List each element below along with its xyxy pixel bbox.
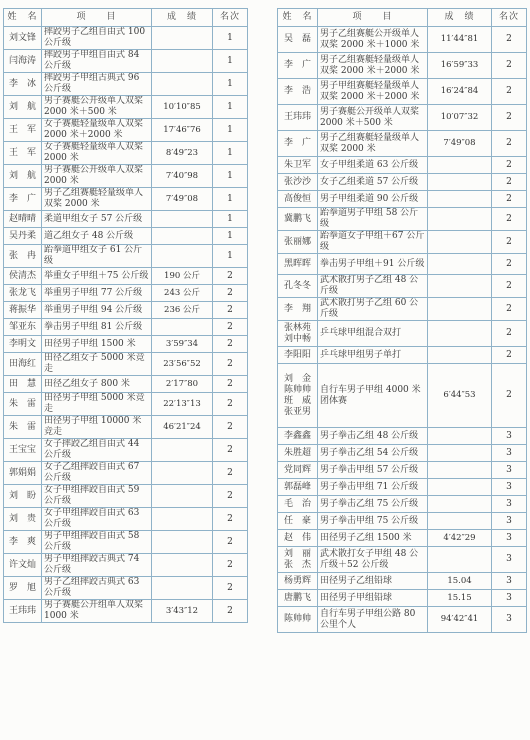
table-row (278, 79, 527, 105)
cell-item: 女子甲组柔道 63 公斤级 (318, 157, 428, 174)
cell-score: 17′46″76 (152, 119, 213, 142)
cell-item: 女子赛艇轻量级单人双桨 2000 米＋2000 米 (42, 119, 152, 142)
header-score: 成 绩 (152, 9, 213, 27)
table-row (278, 347, 527, 364)
cell-name: 闫海涛 (4, 50, 42, 73)
cell-name: 刘 航 (4, 165, 42, 188)
cell-item: 田径乙组女子 800 米 (42, 376, 152, 393)
table-row (278, 547, 527, 573)
cell-item: 男子拳击甲组 57 公斤级 (318, 462, 428, 479)
cell-rank: 1 (213, 142, 248, 165)
cell-item: 女子甲组摔跤自由式 63 公斤级 (42, 508, 152, 531)
results-table-left (3, 8, 248, 623)
cell-name: 张 冉 (4, 245, 42, 268)
cell-item: 男子拳击甲组 75 公斤级 (318, 513, 428, 530)
table-row (4, 416, 248, 439)
header-name: 姓 名 (4, 9, 42, 27)
cell-name: 田 慧 (4, 376, 42, 393)
header-item: 项 目 (42, 9, 152, 27)
cell-score: 15.04 (428, 573, 492, 590)
cell-score (428, 428, 492, 445)
cell-item: 武术散打女子甲组 48 公斤级＋52 公斤级 (318, 547, 428, 573)
cell-item: 男子甲组柔道 90 公斤级 (318, 191, 428, 208)
cell-rank: 2 (492, 79, 527, 105)
table-row (278, 530, 527, 547)
cell-rank: 3 (492, 513, 527, 530)
cell-name: 邹亚东 (4, 319, 42, 336)
cell-score: 22′13″13 (152, 393, 213, 416)
table-row (278, 607, 527, 633)
cell-item: 跆拳道男子甲组 58 公斤级 (318, 208, 428, 231)
table-row (278, 174, 527, 191)
cell-score: 236 公斤 (152, 302, 213, 319)
table-row (278, 208, 527, 231)
table-row (278, 131, 527, 157)
cell-rank: 2 (492, 275, 527, 298)
cell-score: 11′44″81 (428, 27, 492, 53)
cell-score (428, 462, 492, 479)
cell-name: 李 广 (278, 131, 318, 157)
cell-rank: 2 (213, 336, 248, 353)
cell-item: 乒乓球甲组男子单打 (318, 347, 428, 364)
cell-item: 田径男子甲组 1500 米 (42, 336, 152, 353)
cell-score: 94′42″41 (428, 607, 492, 633)
cell-rank: 2 (492, 347, 527, 364)
cell-item: 女子赛艇轻量级单人双桨 2000 米 (42, 142, 152, 165)
cell-score: 10′07″32 (428, 105, 492, 131)
cell-score (152, 245, 213, 268)
cell-name: 冀鹏飞 (278, 208, 318, 231)
cell-item: 女子乙组柔道 57 公斤级 (318, 174, 428, 191)
cell-name: 李明文 (4, 336, 42, 353)
cell-score (428, 496, 492, 513)
cell-item: 摔跤男子甲组自由式 84 公斤级 (42, 50, 152, 73)
cell-item: 男子赛艇公开级单人双桨 2000 米＋500 米 (42, 96, 152, 119)
cell-rank: 2 (213, 319, 248, 336)
cell-rank: 2 (213, 302, 248, 319)
cell-rank: 2 (213, 353, 248, 376)
cell-score: 2′17″80 (152, 376, 213, 393)
cell-rank: 2 (213, 600, 248, 623)
cell-score: 15.15 (428, 590, 492, 607)
header-score: 成 绩 (428, 9, 492, 27)
cell-item: 男子拳击乙组 48 公斤级 (318, 428, 428, 445)
cell-rank: 2 (492, 298, 527, 321)
cell-score (152, 485, 213, 508)
table-row (278, 364, 527, 428)
cell-name: 蒋振华 (4, 302, 42, 319)
cell-name: 王玮玮 (278, 105, 318, 131)
cell-item: 拳击男子甲组 81 公斤级 (42, 319, 152, 336)
cell-name: 孔冬冬 (278, 275, 318, 298)
cell-item: 举重男子甲组 77 公斤级 (42, 285, 152, 302)
cell-rank: 2 (492, 191, 527, 208)
cell-rank: 2 (492, 27, 527, 53)
cell-rank: 1 (213, 119, 248, 142)
cell-name: 郭磊峰 (278, 479, 318, 496)
cell-name: 李 冰 (4, 73, 42, 96)
table-row (4, 336, 248, 353)
cell-score: 16′59″33 (428, 53, 492, 79)
cell-rank: 2 (213, 376, 248, 393)
cell-name: 李 爽 (4, 531, 42, 554)
cell-rank: 1 (213, 73, 248, 96)
cell-name: 刘 航 (4, 96, 42, 119)
table-row (4, 353, 248, 376)
cell-item: 男子拳击乙组 54 公斤级 (318, 445, 428, 462)
cell-name: 任 豪 (278, 513, 318, 530)
table-row (4, 531, 248, 554)
cell-score: 8′49″23 (152, 142, 213, 165)
cell-score: 3′43″12 (152, 600, 213, 623)
cell-name: 朱卫军 (278, 157, 318, 174)
cell-name: 张丽娜 (278, 231, 318, 254)
cell-item: 男子赛艇公开级单人双桨 2000 米 (42, 165, 152, 188)
header-rank: 名次 (492, 9, 527, 27)
cell-rank: 3 (492, 607, 527, 633)
cell-rank: 2 (492, 105, 527, 131)
cell-score: 190 公斤 (152, 268, 213, 285)
cell-item: 男子乙组赛艇轻量级单人双桨 2000 米 (42, 188, 152, 211)
table-row (278, 462, 527, 479)
cell-name: 毛 治 (278, 496, 318, 513)
cell-rank: 2 (213, 268, 248, 285)
table-row (4, 393, 248, 416)
table-header-row (4, 9, 248, 27)
cell-rank: 2 (492, 321, 527, 347)
cell-name: 朱 雷 (4, 393, 42, 416)
table-row (4, 211, 248, 228)
cell-name: 李 广 (4, 188, 42, 211)
cell-item: 举重女子甲组＋75 公斤级 (42, 268, 152, 285)
cell-score (152, 439, 213, 462)
cell-rank: 1 (213, 228, 248, 245)
table-row (4, 245, 248, 268)
cell-item: 男子拳击乙组 75 公斤级 (318, 496, 428, 513)
cell-item: 田径男子甲组 5000 米竞走 (42, 393, 152, 416)
table-row (4, 485, 248, 508)
cell-rank: 3 (492, 547, 527, 573)
cell-rank: 1 (213, 211, 248, 228)
cell-item: 男子甲组赛艇轻量级单人双桨 2000 米＋2000 米 (318, 79, 428, 105)
cell-name: 李阳阳 (278, 347, 318, 364)
cell-rank: 2 (213, 285, 248, 302)
cell-rank: 2 (213, 416, 248, 439)
table-row (278, 479, 527, 496)
cell-score: 16′24″84 (428, 79, 492, 105)
cell-item: 跆拳道甲组女子 61 公斤级 (42, 245, 152, 268)
table-row (4, 508, 248, 531)
cell-score (428, 174, 492, 191)
cell-score: 23′56″52 (152, 353, 213, 376)
cell-item: 乒乓球甲组混合双打 (318, 321, 428, 347)
table-row (4, 142, 248, 165)
cell-name: 李 浩 (278, 79, 318, 105)
table-row (278, 428, 527, 445)
table-row (4, 268, 248, 285)
cell-rank: 1 (213, 245, 248, 268)
cell-rank: 2 (492, 157, 527, 174)
cell-name: 朱 雷 (4, 416, 42, 439)
table-row (278, 254, 527, 275)
cell-rank: 3 (492, 496, 527, 513)
cell-item: 田径男子乙组铅球 (318, 573, 428, 590)
cell-rank: 3 (492, 445, 527, 462)
cell-name: 党同辉 (278, 462, 318, 479)
cell-score: 3′59″34 (152, 336, 213, 353)
cell-name: 吴丹柔 (4, 228, 42, 245)
cell-rank: 3 (492, 479, 527, 496)
cell-name: 唐鹏飞 (278, 590, 318, 607)
cell-score (152, 228, 213, 245)
cell-name: 赵晴晴 (4, 211, 42, 228)
cell-rank: 2 (492, 364, 527, 428)
cell-item: 摔跤男子甲组古典式 96 公斤级 (42, 73, 152, 96)
cell-rank: 2 (213, 531, 248, 554)
table-row (4, 302, 248, 319)
cell-name: 刘 盼 (4, 485, 42, 508)
cell-rank: 3 (492, 530, 527, 547)
cell-name: 郭娟娟 (4, 462, 42, 485)
cell-item: 男子赛艇公开组单人双桨 1000 米 (42, 600, 152, 623)
cell-name: 王 军 (4, 142, 42, 165)
cell-item: 男子乙组赛艇公开级单人双桨 2000 米＋1000 米 (318, 27, 428, 53)
cell-name: 侯清杰 (4, 268, 42, 285)
table-row (278, 590, 527, 607)
cell-rank: 2 (213, 577, 248, 600)
cell-score (152, 462, 213, 485)
table-row (278, 321, 527, 347)
table-row (4, 119, 248, 142)
table-row (278, 298, 527, 321)
cell-rank: 1 (213, 188, 248, 211)
header-rank: 名次 (213, 9, 248, 27)
table-row (278, 191, 527, 208)
cell-rank: 2 (492, 53, 527, 79)
cell-name: 张龙飞 (4, 285, 42, 302)
cell-score (152, 577, 213, 600)
cell-score (428, 347, 492, 364)
cell-item: 女子摔跤乙组自由式 44 公斤级 (42, 439, 152, 462)
results-table-right (277, 8, 527, 633)
cell-item: 武术散打男子乙组 48 公斤级 (318, 275, 428, 298)
cell-name: 刘 丽 张 杰 (278, 547, 318, 573)
cell-item: 男子赛艇公开级单人双桨 2000 米＋500 米 (318, 105, 428, 131)
table-row (278, 53, 527, 79)
cell-item: 男子甲组摔跤古典式 74 公斤级 (42, 554, 152, 577)
table-row (278, 496, 527, 513)
cell-rank: 2 (492, 254, 527, 275)
table-row (4, 96, 248, 119)
table-row (278, 445, 527, 462)
cell-score (428, 321, 492, 347)
table-row (278, 27, 527, 53)
cell-score: 6′44″53 (428, 364, 492, 428)
cell-score (152, 319, 213, 336)
cell-item: 男子甲组摔跤自由式 58 公斤级 (42, 531, 152, 554)
table-row (278, 231, 527, 254)
table-body-right (278, 27, 527, 633)
cell-item: 摔跤男子乙组自由式 100 公斤级 (42, 27, 152, 50)
cell-name: 王玮玮 (4, 600, 42, 623)
table-row (4, 600, 248, 623)
cell-name: 张沙沙 (278, 174, 318, 191)
cell-item: 男子乙组赛艇轻量级单人双桨 2000 米＋2000 米 (318, 53, 428, 79)
cell-score: 7′49″08 (428, 131, 492, 157)
cell-score (428, 275, 492, 298)
cell-item: 女子甲组摔跤自由式 59 公斤级 (42, 485, 152, 508)
cell-item: 男子拳击甲组 71 公斤级 (318, 479, 428, 496)
cell-score (428, 208, 492, 231)
cell-rank: 2 (213, 485, 248, 508)
cell-score (152, 50, 213, 73)
cell-score (152, 554, 213, 577)
cell-name: 赵 伟 (278, 530, 318, 547)
cell-score (428, 547, 492, 573)
cell-name: 朱胜超 (278, 445, 318, 462)
table-row (278, 105, 527, 131)
cell-name: 高俊恒 (278, 191, 318, 208)
cell-rank: 2 (492, 208, 527, 231)
cell-rank: 3 (492, 428, 527, 445)
cell-rank: 1 (213, 27, 248, 50)
cell-name: 刘 贵 (4, 508, 42, 531)
cell-score (428, 479, 492, 496)
header-name: 姓 名 (278, 9, 318, 27)
cell-score (428, 513, 492, 530)
cell-score: 46′21″24 (152, 416, 213, 439)
cell-rank: 2 (213, 393, 248, 416)
cell-item: 拳击男子甲组＋91 公斤级 (318, 254, 428, 275)
table-row (4, 462, 248, 485)
cell-name: 杨勇辉 (278, 573, 318, 590)
cell-item: 道乙组女子 48 公斤级 (42, 228, 152, 245)
cell-name: 李 广 (278, 53, 318, 79)
header-item: 项 目 (318, 9, 428, 27)
cell-item: 男子乙组赛艇轻量级单人双桨 2000 米 (318, 131, 428, 157)
cell-rank: 2 (213, 508, 248, 531)
table-row (278, 573, 527, 590)
table-row (4, 439, 248, 462)
table-row (278, 157, 527, 174)
table-row (278, 275, 527, 298)
cell-score (152, 508, 213, 531)
cell-name: 黑晖晖 (278, 254, 318, 275)
cell-item: 柔道甲组女子 57 公斤级 (42, 211, 152, 228)
cell-rank: 2 (492, 231, 527, 254)
cell-name: 张林苑 刘中畅 (278, 321, 318, 347)
table-row (4, 577, 248, 600)
cell-name: 田海红 (4, 353, 42, 376)
cell-name: 李 翔 (278, 298, 318, 321)
cell-rank: 3 (492, 462, 527, 479)
cell-rank: 2 (213, 554, 248, 577)
cell-item: 田径男子甲组 10000 米竞走 (42, 416, 152, 439)
cell-score (428, 157, 492, 174)
cell-score (152, 531, 213, 554)
cell-name: 吴 磊 (278, 27, 318, 53)
cell-rank: 1 (213, 165, 248, 188)
cell-rank: 2 (492, 131, 527, 157)
cell-item: 自行车男子甲组 4000 米团体赛 (318, 364, 428, 428)
cell-score (428, 191, 492, 208)
cell-item: 田径男子乙组 1500 米 (318, 530, 428, 547)
cell-score (152, 211, 213, 228)
table-row (4, 27, 248, 50)
table-row (4, 376, 248, 393)
cell-rank: 3 (492, 590, 527, 607)
table-row (4, 554, 248, 577)
cell-score (152, 27, 213, 50)
cell-score (428, 298, 492, 321)
cell-item: 田径男子甲组铅球 (318, 590, 428, 607)
cell-item: 举重男子甲组 94 公斤级 (42, 302, 152, 319)
table-row (4, 285, 248, 302)
cell-score: 7′49″08 (152, 188, 213, 211)
cell-item: 女子乙组摔跤自由式 67 公斤级 (42, 462, 152, 485)
cell-item: 跆拳道女子甲组＋67 公斤级 (318, 231, 428, 254)
cell-item: 自行车男子甲组公路 80 公里个人 (318, 607, 428, 633)
cell-name: 刘 金 陈帅帅 班 威 张亚男 (278, 364, 318, 428)
table-row (278, 513, 527, 530)
cell-score: 10′10″85 (152, 96, 213, 119)
table-row (4, 73, 248, 96)
cell-item: 田径乙组女子 5000 米竞走 (42, 353, 152, 376)
cell-item: 男子乙组摔跤古典式 63 公斤级 (42, 577, 152, 600)
table-row (4, 165, 248, 188)
cell-name: 刘文锋 (4, 27, 42, 50)
cell-score (428, 254, 492, 275)
cell-score (152, 73, 213, 96)
cell-rank: 1 (213, 50, 248, 73)
cell-name: 王 军 (4, 119, 42, 142)
table-row (4, 50, 248, 73)
cell-rank: 2 (213, 439, 248, 462)
cell-rank: 2 (492, 174, 527, 191)
cell-name: 李鑫鑫 (278, 428, 318, 445)
table-row (4, 319, 248, 336)
cell-name: 陈帅帅 (278, 607, 318, 633)
cell-score: 4′42″29 (428, 530, 492, 547)
table-header-row (278, 9, 527, 27)
table-row (4, 188, 248, 211)
cell-score (428, 445, 492, 462)
cell-name: 许文灿 (4, 554, 42, 577)
cell-score (428, 231, 492, 254)
table-body-left (4, 27, 248, 623)
cell-rank: 3 (492, 573, 527, 590)
table-row (4, 228, 248, 245)
cell-name: 罗 旭 (4, 577, 42, 600)
cell-score: 7′40″98 (152, 165, 213, 188)
cell-rank: 2 (213, 462, 248, 485)
cell-name: 王宝宝 (4, 439, 42, 462)
cell-rank: 1 (213, 96, 248, 119)
cell-item: 武术散打男子乙组 60 公斤级 (318, 298, 428, 321)
cell-score: 243 公斤 (152, 285, 213, 302)
